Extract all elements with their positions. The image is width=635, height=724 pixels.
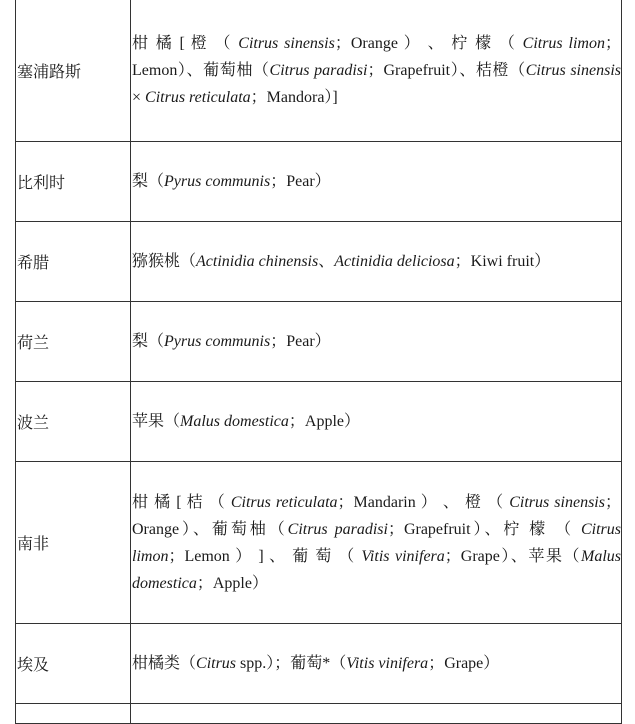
text-segment: ；Orange ） 、 柠 檬 （: [334, 34, 523, 52]
country-cell: 比利时: [16, 142, 131, 222]
scientific-name: Citrus reticulata: [145, 88, 251, 106]
text-segment: 梨（: [132, 173, 165, 190]
text-segment: ；Mandora）]: [250, 88, 338, 106]
fruit-list-cell: [131, 382, 622, 462]
text-segment: 柑橘类（: [132, 655, 197, 672]
scientific-name: Citrus: [196, 655, 237, 672]
text-segment: ；Kiwi fruit）: [454, 253, 551, 270]
text-segment: 、: [318, 253, 335, 270]
fruit-list-cell-empty: [131, 704, 622, 724]
country-cell: 南非: [16, 462, 131, 624]
country-cell: 希腊: [16, 222, 131, 302]
country-cell: 塞浦路斯: [16, 0, 131, 142]
text-segment: ；Grape）: [428, 655, 500, 672]
scientific-name: Citrus sinensis: [525, 61, 622, 79]
text-segment: ；Apple）: [288, 413, 360, 430]
text-segment: ；Pear）: [270, 173, 331, 190]
text-segment: ；Orange）、葡萄柚（: [132, 493, 621, 538]
scientific-name: Malus domestica: [180, 413, 289, 430]
scientific-name: Citrus paradisi: [269, 61, 368, 79]
country-cell-empty: [16, 704, 131, 724]
import-fruit-table: [15, 0, 622, 724]
fruit-list-cell: [131, 462, 622, 624]
text-segment: 苹果（: [132, 413, 181, 430]
text-segment: 柑 橘 [ 桔 （: [132, 493, 231, 511]
fruit-list-cell: [131, 302, 622, 382]
country-cell: 埃及: [16, 624, 131, 704]
table-row: [16, 382, 622, 462]
table-row-partial: [16, 704, 622, 724]
scientific-name: Citrus sinensis: [509, 493, 605, 511]
text-segment: ；Mandarin ） 、 橙 （: [337, 493, 510, 511]
fruit-list-cell: [131, 0, 622, 142]
text-segment: ；Pear）: [270, 333, 331, 350]
scientific-name: Citrus reticulata: [230, 493, 338, 511]
table-row: [16, 462, 622, 624]
scientific-name: Citrus sinensis: [238, 34, 335, 52]
table-body: [16, 0, 622, 724]
table-row: [16, 624, 622, 704]
text-segment: 猕猴桃（: [132, 253, 197, 270]
country-cell: 波兰: [16, 382, 131, 462]
text-segment: 梨（: [132, 333, 165, 350]
table-row: [16, 222, 622, 302]
scientific-name: Pyrus communis: [164, 333, 271, 350]
fruit-list-cell: [131, 222, 622, 302]
scientific-name: Vitis vinifera: [361, 547, 445, 565]
scientific-name: Vitis vinifera: [346, 655, 429, 672]
text-segment: ；Grapefruit）、柠 檬 （: [387, 520, 581, 538]
scientific-name: Malus domestica: [132, 547, 621, 592]
country-cell: 荷兰: [16, 302, 131, 382]
scientific-name: Citrus limon: [132, 520, 621, 565]
table-row: [16, 302, 622, 382]
scientific-name: Actinidia deliciosa: [334, 253, 455, 270]
scientific-name: Citrus limon: [522, 34, 605, 52]
fruit-list-cell: [131, 142, 622, 222]
text-segment: ；Grape）、苹果（: [444, 547, 581, 565]
table-row: [16, 142, 622, 222]
text-segment: ；Lemon ） ] 、 葡 萄 （: [168, 547, 362, 565]
text-segment: spp.）；葡萄*（: [236, 655, 347, 672]
scientific-name: Actinidia chinensis: [196, 253, 319, 270]
text-segment: ；Grapefruit）、桔橙（: [367, 61, 526, 79]
fruit-list-cell: [131, 624, 622, 704]
scientific-name: Pyrus communis: [164, 173, 271, 190]
text-segment: ×: [132, 88, 146, 106]
text-segment: ；Apple）: [196, 574, 268, 592]
text-segment: ；Lemon）、葡萄柚（: [132, 34, 621, 79]
scientific-name: Citrus paradisi: [287, 520, 388, 538]
text-segment: 柑 橘 [ 橙 （: [132, 34, 239, 52]
table-row: [16, 0, 622, 142]
